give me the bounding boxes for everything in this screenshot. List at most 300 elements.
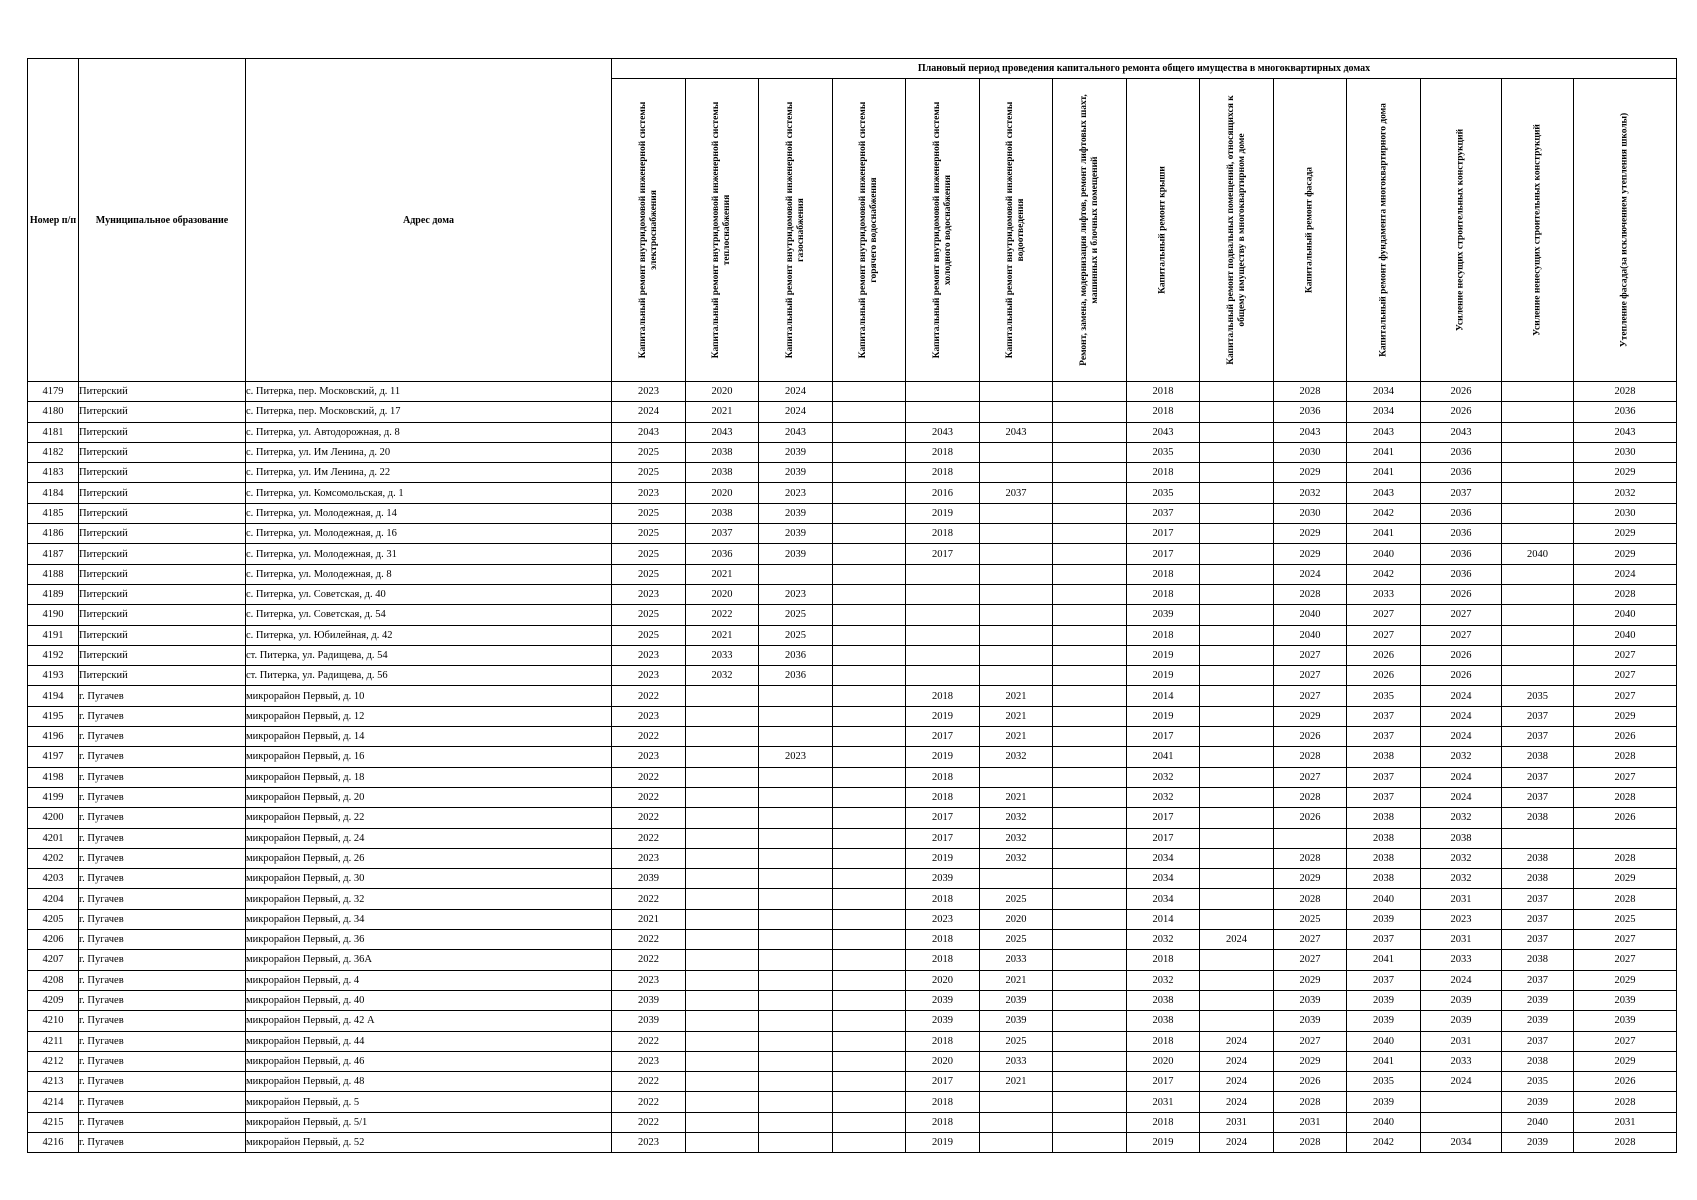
year-cell: 2032 — [1274, 483, 1347, 503]
year-cell: 2039 — [1574, 1011, 1677, 1031]
table-row — [28, 605, 1677, 625]
year-cell: 2026 — [1274, 727, 1347, 747]
year-cell: 2022 — [612, 767, 686, 787]
table-row — [28, 787, 1677, 807]
year-cell: 2024 — [612, 402, 686, 422]
row-number-cell: 4198 — [28, 767, 79, 787]
municipality-cell: г. Пугачев — [79, 1092, 246, 1112]
year-cell: 2021 — [980, 706, 1053, 726]
municipality-cell: Питерский — [79, 382, 246, 402]
row-number-cell: 4213 — [28, 1072, 79, 1092]
col-header-work-label: Утепление фасада(за исключением утепления школы) — [1619, 112, 1630, 348]
year-cell: 2021 — [980, 1072, 1053, 1092]
year-cell: 2018 — [906, 930, 980, 950]
year-cell — [759, 564, 833, 584]
year-cell: 2018 — [1127, 1112, 1200, 1132]
municipality-cell: г. Пугачев — [79, 828, 246, 848]
year-cell: 2030 — [1274, 503, 1347, 523]
year-cell — [1053, 402, 1127, 422]
year-cell — [980, 524, 1053, 544]
year-cell: 2027 — [1421, 605, 1502, 625]
year-cell: 2040 — [1347, 544, 1421, 564]
year-cell: 2028 — [1274, 382, 1347, 402]
year-cell — [1053, 564, 1127, 584]
year-cell: 2018 — [906, 1112, 980, 1132]
table-row — [28, 747, 1677, 767]
year-cell: 2022 — [612, 1112, 686, 1132]
year-cell: 2033 — [1347, 584, 1421, 604]
col-header-work-7 — [1053, 79, 1127, 382]
year-cell: 2029 — [1574, 1051, 1677, 1071]
year-cell — [980, 503, 1053, 523]
year-cell — [833, 402, 906, 422]
table-row — [28, 909, 1677, 929]
address-cell: микрорайон Первый, д. 48 — [246, 1072, 612, 1092]
year-cell — [1200, 828, 1274, 848]
address-cell: микрорайон Первый, д. 4 — [246, 970, 612, 990]
col-header-work-12 — [1421, 79, 1502, 382]
year-cell: 2043 — [906, 422, 980, 442]
year-cell — [1200, 869, 1274, 889]
year-cell: 2038 — [1502, 848, 1574, 868]
year-cell: 2020 — [1127, 1051, 1200, 1071]
year-cell — [1502, 564, 1574, 584]
row-number-cell: 4184 — [28, 483, 79, 503]
year-cell: 2017 — [1127, 524, 1200, 544]
col-header-work-2 — [686, 79, 759, 382]
year-cell: 2028 — [1274, 1092, 1347, 1112]
year-cell: 2023 — [612, 1051, 686, 1071]
year-cell — [906, 564, 980, 584]
table-row — [28, 869, 1677, 889]
municipality-cell: г. Пугачев — [79, 1072, 246, 1092]
address-cell: с. Питерка, ул. Молодежная, д. 8 — [246, 564, 612, 584]
year-cell: 2025 — [612, 524, 686, 544]
year-cell: 2019 — [906, 706, 980, 726]
table-row — [28, 970, 1677, 990]
year-cell: 2032 — [1127, 767, 1200, 787]
year-cell: 2039 — [1502, 1011, 1574, 1031]
year-cell — [759, 970, 833, 990]
row-number-cell: 4190 — [28, 605, 79, 625]
year-cell — [1053, 706, 1127, 726]
year-cell — [833, 422, 906, 442]
year-cell — [686, 930, 759, 950]
year-cell — [686, 970, 759, 990]
address-cell: микрорайон Первый, д. 18 — [246, 767, 612, 787]
year-cell — [1200, 848, 1274, 868]
year-cell — [1200, 463, 1274, 483]
year-cell — [833, 645, 906, 665]
year-cell — [1200, 645, 1274, 665]
year-cell: 2037 — [1502, 727, 1574, 747]
year-cell: 2039 — [612, 1011, 686, 1031]
table-row — [28, 1031, 1677, 1051]
year-cell — [759, 1112, 833, 1132]
year-cell: 2026 — [1574, 1072, 1677, 1092]
year-cell: 2017 — [1127, 544, 1200, 564]
year-cell: 2021 — [612, 909, 686, 929]
year-cell: 2020 — [686, 483, 759, 503]
year-cell: 2039 — [759, 463, 833, 483]
year-cell: 2024 — [759, 382, 833, 402]
col-header-work-label: Капитальный ремонт подвальных помещений, относящихся к общему имуществу в многоквартирном доме — [1225, 95, 1247, 365]
municipality-cell: г. Пугачев — [79, 848, 246, 868]
year-cell: 2039 — [759, 544, 833, 564]
col-header-work-4 — [833, 79, 906, 382]
year-cell: 2043 — [1127, 422, 1200, 442]
address-cell: с. Питерка, ул. Комсомольская, д. 1 — [246, 483, 612, 503]
year-cell: 2037 — [1127, 503, 1200, 523]
year-cell — [833, 1031, 906, 1051]
year-cell — [906, 402, 980, 422]
year-cell: 2043 — [980, 422, 1053, 442]
year-cell: 2017 — [1127, 828, 1200, 848]
year-cell: 2025 — [612, 503, 686, 523]
year-cell: 2027 — [1574, 666, 1677, 686]
year-cell: 2043 — [1347, 483, 1421, 503]
year-cell — [1200, 625, 1274, 645]
municipality-cell: Питерский — [79, 483, 246, 503]
year-cell: 2023 — [612, 483, 686, 503]
year-cell: 2030 — [1574, 503, 1677, 523]
year-cell: 2029 — [1274, 524, 1347, 544]
year-cell: 2024 — [1200, 1051, 1274, 1071]
municipality-cell: Питерский — [79, 422, 246, 442]
row-number-cell: 4197 — [28, 747, 79, 767]
year-cell: 2039 — [612, 869, 686, 889]
year-cell: 2032 — [1127, 930, 1200, 950]
year-cell: 2036 — [759, 645, 833, 665]
col-header-work-label: Усиление несущих строительных конструкций — [1455, 128, 1466, 332]
year-cell: 2023 — [612, 666, 686, 686]
year-cell — [686, 747, 759, 767]
year-cell: 2040 — [1347, 889, 1421, 909]
year-cell — [833, 706, 906, 726]
year-cell: 2028 — [1574, 848, 1677, 868]
year-cell: 2025 — [612, 544, 686, 564]
year-cell — [1200, 442, 1274, 462]
address-cell: микрорайон Первый, д. 5 — [246, 1092, 612, 1112]
year-cell: 2026 — [1421, 402, 1502, 422]
year-cell: 2037 — [1502, 1031, 1574, 1051]
year-cell: 2027 — [1574, 1031, 1677, 1051]
row-number-cell: 4195 — [28, 706, 79, 726]
year-cell: 2024 — [759, 402, 833, 422]
year-cell — [1053, 930, 1127, 950]
year-cell: 2032 — [1421, 848, 1502, 868]
table-row — [28, 727, 1677, 747]
table-row — [28, 1112, 1677, 1132]
year-cell: 2025 — [980, 889, 1053, 909]
year-cell: 2039 — [1274, 990, 1347, 1010]
year-cell — [1200, 503, 1274, 523]
address-cell: с. Питерка, пер. Московский, д. 11 — [246, 382, 612, 402]
year-cell: 2018 — [906, 1031, 980, 1051]
year-cell: 2041 — [1347, 442, 1421, 462]
col-header-work-label: Капитальный ремонт крыши — [1157, 166, 1168, 294]
year-cell: 2024 — [1200, 930, 1274, 950]
year-cell: 2035 — [1502, 686, 1574, 706]
year-cell: 2038 — [1347, 747, 1421, 767]
address-cell: с. Питерка, ул. Автодорожная, д. 8 — [246, 422, 612, 442]
year-cell: 2035 — [1347, 1072, 1421, 1092]
col-header-work-label: Капитальный ремонт внутридомовой инженерной системы теплоснабжения — [711, 101, 732, 359]
year-cell: 2034 — [1127, 848, 1200, 868]
year-cell — [1053, 442, 1127, 462]
year-cell: 2039 — [1127, 605, 1200, 625]
year-cell: 2026 — [1421, 382, 1502, 402]
year-cell: 2024 — [1200, 1072, 1274, 1092]
year-cell: 2039 — [759, 503, 833, 523]
year-cell — [686, 1051, 759, 1071]
row-number-cell: 4180 — [28, 402, 79, 422]
row-number-cell: 4206 — [28, 930, 79, 950]
table-row — [28, 382, 1677, 402]
row-number-cell: 4215 — [28, 1112, 79, 1132]
year-cell — [1053, 503, 1127, 523]
table-row — [28, 524, 1677, 544]
table-row — [28, 828, 1677, 848]
year-cell: 2024 — [1421, 686, 1502, 706]
year-cell — [1053, 422, 1127, 442]
year-cell: 2028 — [1274, 1132, 1347, 1152]
year-cell — [686, 1011, 759, 1031]
table-row — [28, 1051, 1677, 1071]
year-cell — [980, 564, 1053, 584]
municipality-cell: г. Пугачев — [79, 1011, 246, 1031]
year-cell — [833, 1092, 906, 1112]
table-row — [28, 808, 1677, 828]
year-cell: 2027 — [1274, 645, 1347, 665]
year-cell: 2025 — [612, 625, 686, 645]
row-number-cell: 4183 — [28, 463, 79, 483]
table-row — [28, 930, 1677, 950]
year-cell: 2039 — [1347, 990, 1421, 1010]
year-cell — [759, 1072, 833, 1092]
municipality-cell: Питерский — [79, 544, 246, 564]
year-cell: 2027 — [1574, 686, 1677, 706]
year-cell: 2034 — [1347, 382, 1421, 402]
year-cell — [1053, 727, 1127, 747]
year-cell: 2020 — [686, 584, 759, 604]
row-number-cell: 4191 — [28, 625, 79, 645]
year-cell — [1200, 727, 1274, 747]
table-row — [28, 422, 1677, 442]
year-cell — [980, 1092, 1053, 1112]
municipality-cell: г. Пугачев — [79, 747, 246, 767]
municipality-cell: г. Пугачев — [79, 686, 246, 706]
year-cell: 2018 — [906, 889, 980, 909]
row-number-cell: 4207 — [28, 950, 79, 970]
year-cell: 2040 — [1274, 605, 1347, 625]
year-cell — [833, 787, 906, 807]
year-cell: 2039 — [1347, 1092, 1421, 1112]
year-cell — [759, 869, 833, 889]
year-cell — [759, 1051, 833, 1071]
year-cell: 2032 — [1127, 970, 1200, 990]
row-number-cell: 4201 — [28, 828, 79, 848]
year-cell — [833, 463, 906, 483]
year-cell — [1200, 970, 1274, 990]
year-cell — [833, 584, 906, 604]
address-cell: с. Питерка, ул. Молодежная, д. 31 — [246, 544, 612, 564]
year-cell: 2041 — [1347, 1051, 1421, 1071]
table-row — [28, 686, 1677, 706]
year-cell: 2021 — [980, 970, 1053, 990]
year-cell — [906, 382, 980, 402]
year-cell: 2037 — [1347, 930, 1421, 950]
year-cell: 2028 — [1574, 747, 1677, 767]
table-row — [28, 463, 1677, 483]
year-cell: 2014 — [1127, 686, 1200, 706]
year-cell: 2026 — [1347, 666, 1421, 686]
year-cell: 2023 — [759, 483, 833, 503]
municipality-cell: г. Пугачев — [79, 950, 246, 970]
year-cell: 2031 — [1421, 930, 1502, 950]
year-cell — [1053, 747, 1127, 767]
address-cell: с. Питерка, ул. Советская, д. 54 — [246, 605, 612, 625]
year-cell: 2041 — [1127, 747, 1200, 767]
col-header-work-label: Капитальный ремонт внутридомовой инженерной системы горячего водоснабжения — [858, 101, 879, 359]
year-cell — [833, 889, 906, 909]
col-group-header-planned-period: Плановый период проведения капитального ремонта общего имущества в многоквартирных домах — [612, 59, 1677, 79]
year-cell — [686, 1092, 759, 1112]
year-cell — [1502, 605, 1574, 625]
year-cell — [1502, 828, 1574, 848]
municipality-cell: г. Пугачев — [79, 727, 246, 747]
year-cell: 2023 — [612, 584, 686, 604]
year-cell: 2031 — [1200, 1112, 1274, 1132]
year-cell: 2018 — [1127, 625, 1200, 645]
row-number-cell: 4192 — [28, 645, 79, 665]
year-cell: 2023 — [612, 1132, 686, 1152]
year-cell: 2023 — [759, 584, 833, 604]
row-number-cell: 4193 — [28, 666, 79, 686]
year-cell — [1053, 524, 1127, 544]
year-cell — [1502, 402, 1574, 422]
year-cell: 2018 — [906, 787, 980, 807]
table-row — [28, 706, 1677, 726]
year-cell — [686, 1112, 759, 1132]
year-cell — [686, 848, 759, 868]
col-header-work-3 — [759, 79, 833, 382]
year-cell: 2029 — [1574, 463, 1677, 483]
year-cell: 2037 — [980, 483, 1053, 503]
year-cell: 2024 — [1421, 767, 1502, 787]
year-cell — [686, 706, 759, 726]
year-cell: 2023 — [612, 382, 686, 402]
year-cell: 2038 — [686, 503, 759, 523]
year-cell: 2039 — [1421, 990, 1502, 1010]
year-cell: 2021 — [686, 564, 759, 584]
year-cell: 2026 — [1421, 645, 1502, 665]
year-cell: 2018 — [1127, 402, 1200, 422]
address-cell: микрорайон Первый, д. 46 — [246, 1051, 612, 1071]
year-cell — [1053, 544, 1127, 564]
year-cell — [1053, 950, 1127, 970]
year-cell: 2026 — [1347, 645, 1421, 665]
year-cell: 2030 — [1274, 442, 1347, 462]
row-number-cell: 4189 — [28, 584, 79, 604]
year-cell: 2025 — [980, 1031, 1053, 1051]
year-cell — [833, 930, 906, 950]
year-cell: 2027 — [1421, 625, 1502, 645]
address-cell: микрорайон Первый, д. 42 А — [246, 1011, 612, 1031]
year-cell: 2027 — [1274, 950, 1347, 970]
col-header-work-5 — [906, 79, 980, 382]
year-cell: 2027 — [1274, 767, 1347, 787]
year-cell — [833, 869, 906, 889]
year-cell — [686, 1031, 759, 1051]
year-cell — [686, 909, 759, 929]
year-cell: 2024 — [1200, 1092, 1274, 1112]
year-cell: 2022 — [612, 787, 686, 807]
year-cell — [1200, 767, 1274, 787]
year-cell: 2021 — [686, 402, 759, 422]
year-cell — [1200, 706, 1274, 726]
year-cell: 2028 — [1574, 787, 1677, 807]
year-cell: 2040 — [1502, 1112, 1574, 1132]
municipality-cell: г. Пугачев — [79, 1112, 246, 1132]
table-row — [28, 950, 1677, 970]
year-cell: 2039 — [1347, 909, 1421, 929]
address-cell: микрорайон Первый, д. 26 — [246, 848, 612, 868]
year-cell: 2028 — [1574, 889, 1677, 909]
year-cell — [906, 645, 980, 665]
year-cell — [759, 1092, 833, 1112]
year-cell: 2038 — [1347, 869, 1421, 889]
address-cell: микрорайон Первый, д. 16 — [246, 747, 612, 767]
table-row — [28, 666, 1677, 686]
year-cell: 2026 — [1274, 1072, 1347, 1092]
year-cell: 2031 — [1421, 889, 1502, 909]
year-cell: 2025 — [759, 605, 833, 625]
year-cell: 2037 — [686, 524, 759, 544]
year-cell — [1200, 564, 1274, 584]
year-cell — [833, 970, 906, 990]
address-cell: микрорайон Первый, д. 36А — [246, 950, 612, 970]
year-cell — [1502, 483, 1574, 503]
address-cell: микрорайон Первый, д. 5/1 — [246, 1112, 612, 1132]
col-header-work-label: Капитальный ремонт фасада — [1304, 166, 1315, 294]
year-cell: 2027 — [1274, 666, 1347, 686]
year-cell: 2014 — [1127, 909, 1200, 929]
year-cell: 2036 — [686, 544, 759, 564]
year-cell: 2021 — [980, 787, 1053, 807]
municipality-cell: г. Пугачев — [79, 970, 246, 990]
municipality-cell: г. Пугачев — [79, 930, 246, 950]
year-cell — [1502, 584, 1574, 604]
year-cell — [833, 382, 906, 402]
col-header-work-label: Капитальный ремонт внутридомовой инженерной системы газоснабжения — [784, 101, 806, 359]
table-row — [28, 544, 1677, 564]
year-cell — [1502, 463, 1574, 483]
col-header-work-label: Капитальный ремонт внутридомовой инженерной системы водоотведения — [1005, 101, 1026, 359]
address-cell: микрорайон Первый, д. 34 — [246, 909, 612, 929]
year-cell — [686, 787, 759, 807]
year-cell: 2032 — [1574, 483, 1677, 503]
year-cell — [1200, 382, 1274, 402]
year-cell: 2043 — [1574, 422, 1677, 442]
municipality-cell: Питерский — [79, 442, 246, 462]
municipality-cell: Питерский — [79, 584, 246, 604]
year-cell: 2025 — [980, 930, 1053, 950]
year-cell — [833, 848, 906, 868]
year-cell — [980, 463, 1053, 483]
year-cell — [1200, 402, 1274, 422]
year-cell: 2022 — [612, 889, 686, 909]
